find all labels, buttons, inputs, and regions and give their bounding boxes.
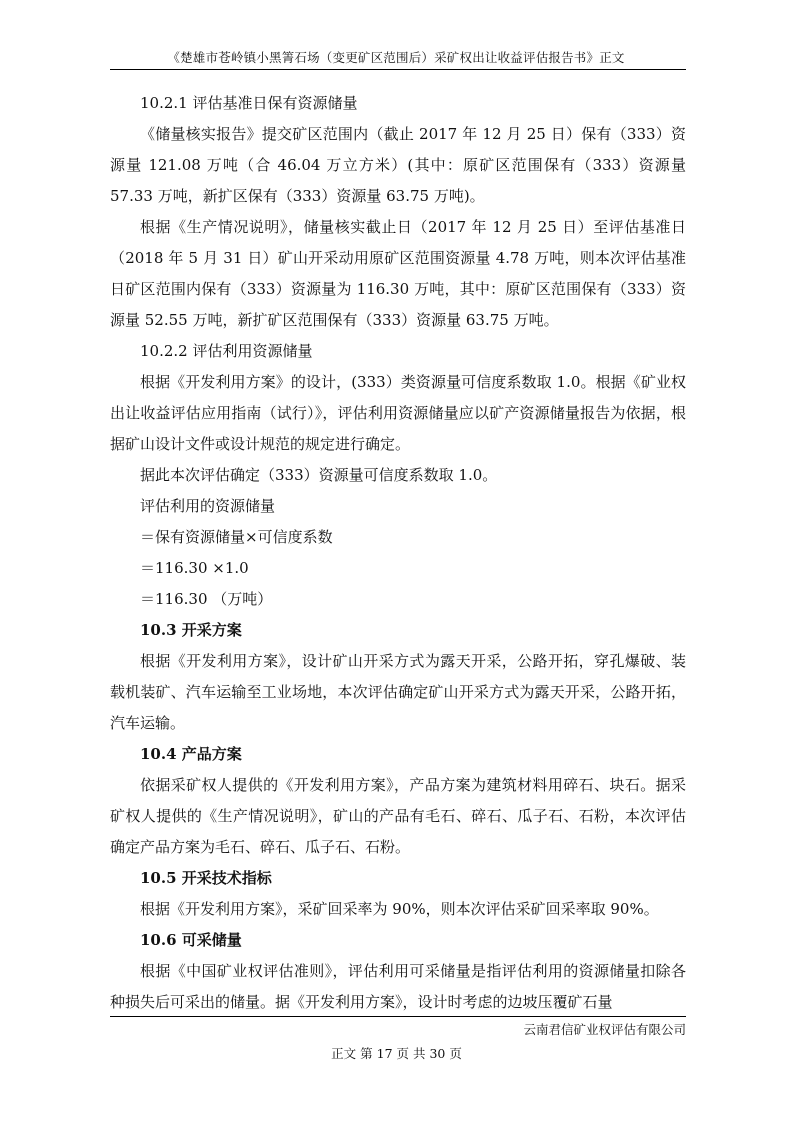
footer-page-number: 正文 第 17 页 共 30 页 [331, 1046, 462, 1061]
paragraph-product-plan: 依据采矿权人提供的《开发利用方案》，产品方案为建筑材料用碎石、块石。据采矿权人提供的《生产情况说明》，矿山的产品有毛石、碎石、瓜子石、石粉，本次评估确定产品方案为毛石、碎石、瓜子石、石粉。 [110, 776, 686, 856]
paragraph-production-status: 根据《生产情况说明》，储量核实截止日（2017 年 12 月 25 日）至评估基准日（2018 年 5 月 31 日）矿山开采动用原矿区范围资源量 4.78 万吨，则本次评估基准日矿区范围内保有（333）资源量为 116.30 万吨，其中：原矿区范围保有（333）资源量 52.55 万吨，新扩矿区范围保有（333）资源量 63.75 万吨。 [110, 218, 686, 329]
section-heading-10-4: 10.4 产品方案 [140, 745, 242, 763]
document-body [110, 88, 686, 1018]
section-heading-10-2-1: 10.2.1 评估基准日保有资源储量 [140, 94, 358, 112]
section-heading-10-6: 10.6 可采储量 [140, 931, 242, 949]
section-heading-10-2-2: 10.2.2 评估利用资源储量 [140, 342, 313, 360]
calc-line-result: ＝116.30 （万吨） [140, 590, 273, 608]
page-header-title: 《楚雄市苍岭镇小黑箐石场（变更矿区范围后）采矿权出让收益评估报告书》正文 [167, 50, 625, 65]
paragraph-credibility-coefficient: 据此本次评估确定（333）资源量可信度系数取 1.0。 [140, 466, 498, 484]
paragraph-utilization-design: 根据《开发利用方案》的设计，(333）类资源量可信度系数取 1.0。根据《矿业权出让收益评估应用指南（试行）》，评估利用资源储量应以矿产资源储量报告为依据，根据矿山设计文件或设计规范的规定进行确定。 [110, 373, 686, 453]
header-rule [110, 69, 686, 70]
footer-company-name: 云南君信矿业权评估有限公司 [523, 1022, 686, 1037]
section-heading-10-3: 10.3 开采方案 [140, 621, 242, 639]
footer-rule [110, 1016, 686, 1017]
paragraph-calc-label: 评估利用的资源储量 [140, 497, 276, 515]
section-heading-10-5: 10.5 开采技术指标 [140, 869, 272, 887]
calc-line-substitution: ＝116.30 ×1.0 [140, 559, 249, 577]
paragraph-mining-method: 根据《开发利用方案》，设计矿山开采方式为露天开采，公路开拓，穿孔爆破、装载机装矿、汽车运输至工业场地，本次评估确定矿山开采方式为露天开采，公路开拓，汽车运输。 [110, 652, 686, 732]
paragraph-recovery-rate: 根据《开发利用方案》，采矿回采率为 90%，则本次评估采矿回采率取 90%。 [140, 900, 659, 918]
paragraph-recoverable-reserves: 根据《中国矿业权评估准则》，评估利用可采储量是指评估利用的资源储量扣除各种损失后可采出的储量。据《开发利用方案》，设计时考虑的边坡压覆矿石量 [110, 962, 686, 1011]
paragraph-reserve-report: 《储量核实报告》提交矿区范围内（截止 2017 年 12 月 25 日）保有（333）资源量 121.08 万吨（合 46.04 万立方米）(其中：原矿区范围保有（333）资源量 57.33 万吨，新扩区保有（333）资源量 63.75 万吨)。 [110, 125, 686, 205]
calc-line-formula: ＝保有资源储量×可信度系数 [140, 528, 333, 546]
